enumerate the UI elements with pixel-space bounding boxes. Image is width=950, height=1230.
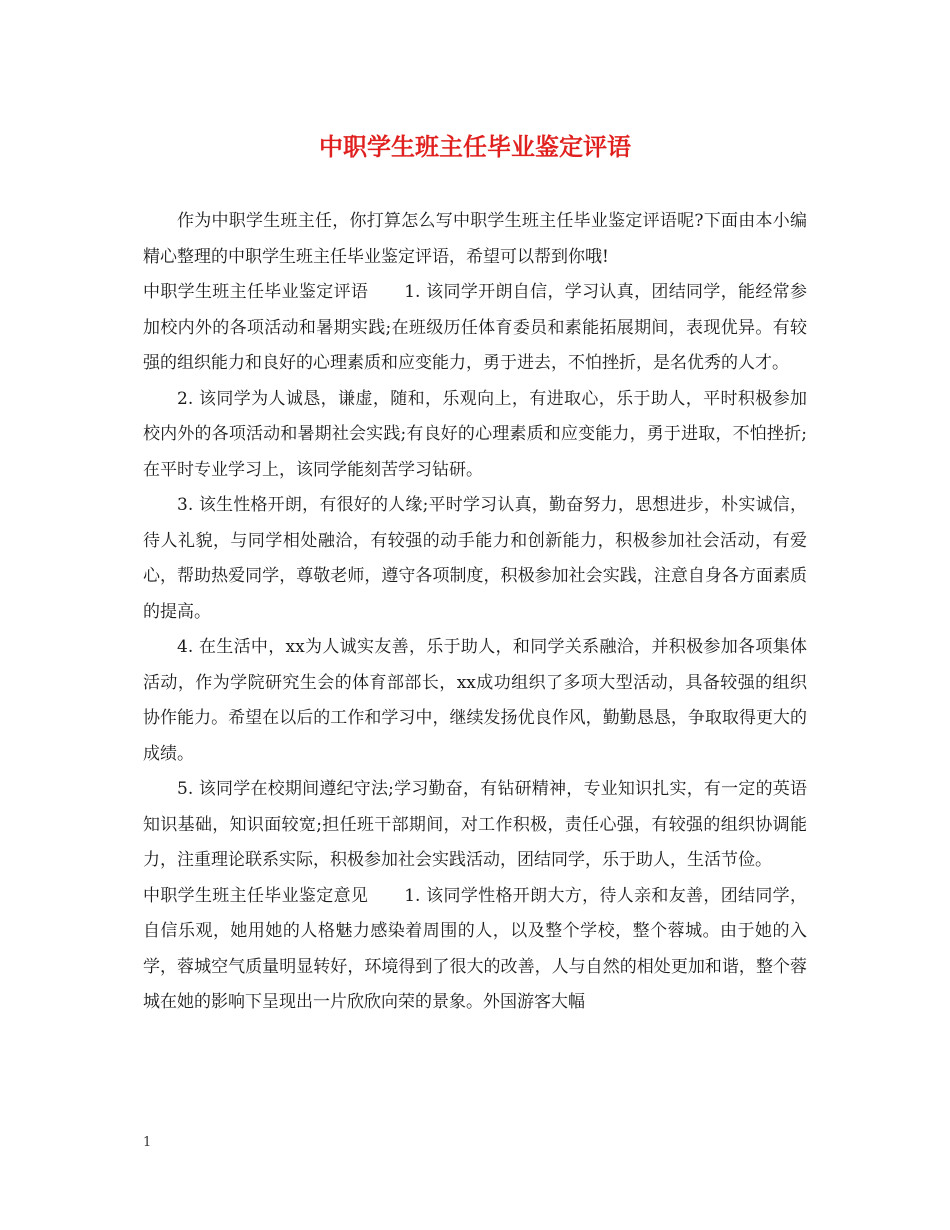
list-item: 5. 该同学在校期间遵纪守法;学习勤奋，有钻研精神，专业知识扎实，有一定的英语知识基础，知识面较宽;担任班干部期间，对工作积极，责任心强，有较强的组织协调能力，注重理论联系实际，积极参加社会实践活动，团结同学，乐于助人，生活节俭。	[143, 779, 807, 870]
document-body	[143, 204, 807, 1021]
page-number: 1	[143, 1135, 152, 1150]
list-item: 3. 该生性格开朗，有很好的人缘;平时学习认真，勤奋努力，思想进步，朴实诚信，待人礼貌，与同学相处融洽，有较强的动手能力和创新能力，积极参加社会活动，有爱心，帮助热爱同学，尊敬老师，遵守各项制度，积极参加社会实践，注意自身各方面素质的提高。	[143, 495, 807, 622]
section-heading: 中职学生班主任毕业鉴定意见	[143, 885, 369, 906]
list-item: 2. 该同学为人诚恳，谦虚，随和，乐观向上，有进取心，乐于助人，平时积极参加校内外的各项活动和暑期社会实践;有良好的心理素质和应变能力，勇于进取，不怕挫折;在平时专业学习上，该同学能刻苦学习钻研。	[143, 388, 807, 480]
section-paragraph	[143, 879, 807, 1021]
list-item: 4. 在生活中，xx为人诚实友善，乐于助人，和同学关系融洽，并积极参加各项集体活动，作为学院研究生会的体育部部长，xx成功组织了多项大型活动，具备较强的组织协作能力。希望在以后的工作和学习中，继续发扬优良作风，勤勤恳恳，争取取得更大的成绩。	[143, 637, 807, 764]
list-item-text: 1. 该同学性格开朗大方，待人亲和友善，团结同学，自信乐观，她用她的人格魅力感染着周围的人，以及整个学校，整个蓉城。由于她的入学，蓉城空气质量明显转好，环境得到了很大的改善，人与自然的相处更加和谐，整个蓉城在她的影响下呈现出一片欣欣向荣的景象。外国游客大幅	[143, 885, 808, 1012]
section-heading: 中职学生班主任毕业鉴定评语	[143, 282, 369, 302]
list-item-text: 1. 该同学开朗自信，学习认真，团结同学，能经常参加校内外的各项活动和暑期实践;在班级历任体育委员和素能拓展期间，表现优异。有较强的组织能力和良好的心理素质和应变能力，勇于进去，不怕挫折，是名优秀的人才。	[143, 282, 808, 373]
section-paragraph	[143, 275, 807, 382]
document-title: 中职学生班主任毕业鉴定评语	[319, 132, 631, 161]
intro-paragraph: 作为中职学生班主任，你打算怎么写中职学生班主任毕业鉴定评语呢?下面由本小编精心整理的中职学生班主任毕业鉴定评语，希望可以帮到你哦!	[143, 211, 807, 267]
